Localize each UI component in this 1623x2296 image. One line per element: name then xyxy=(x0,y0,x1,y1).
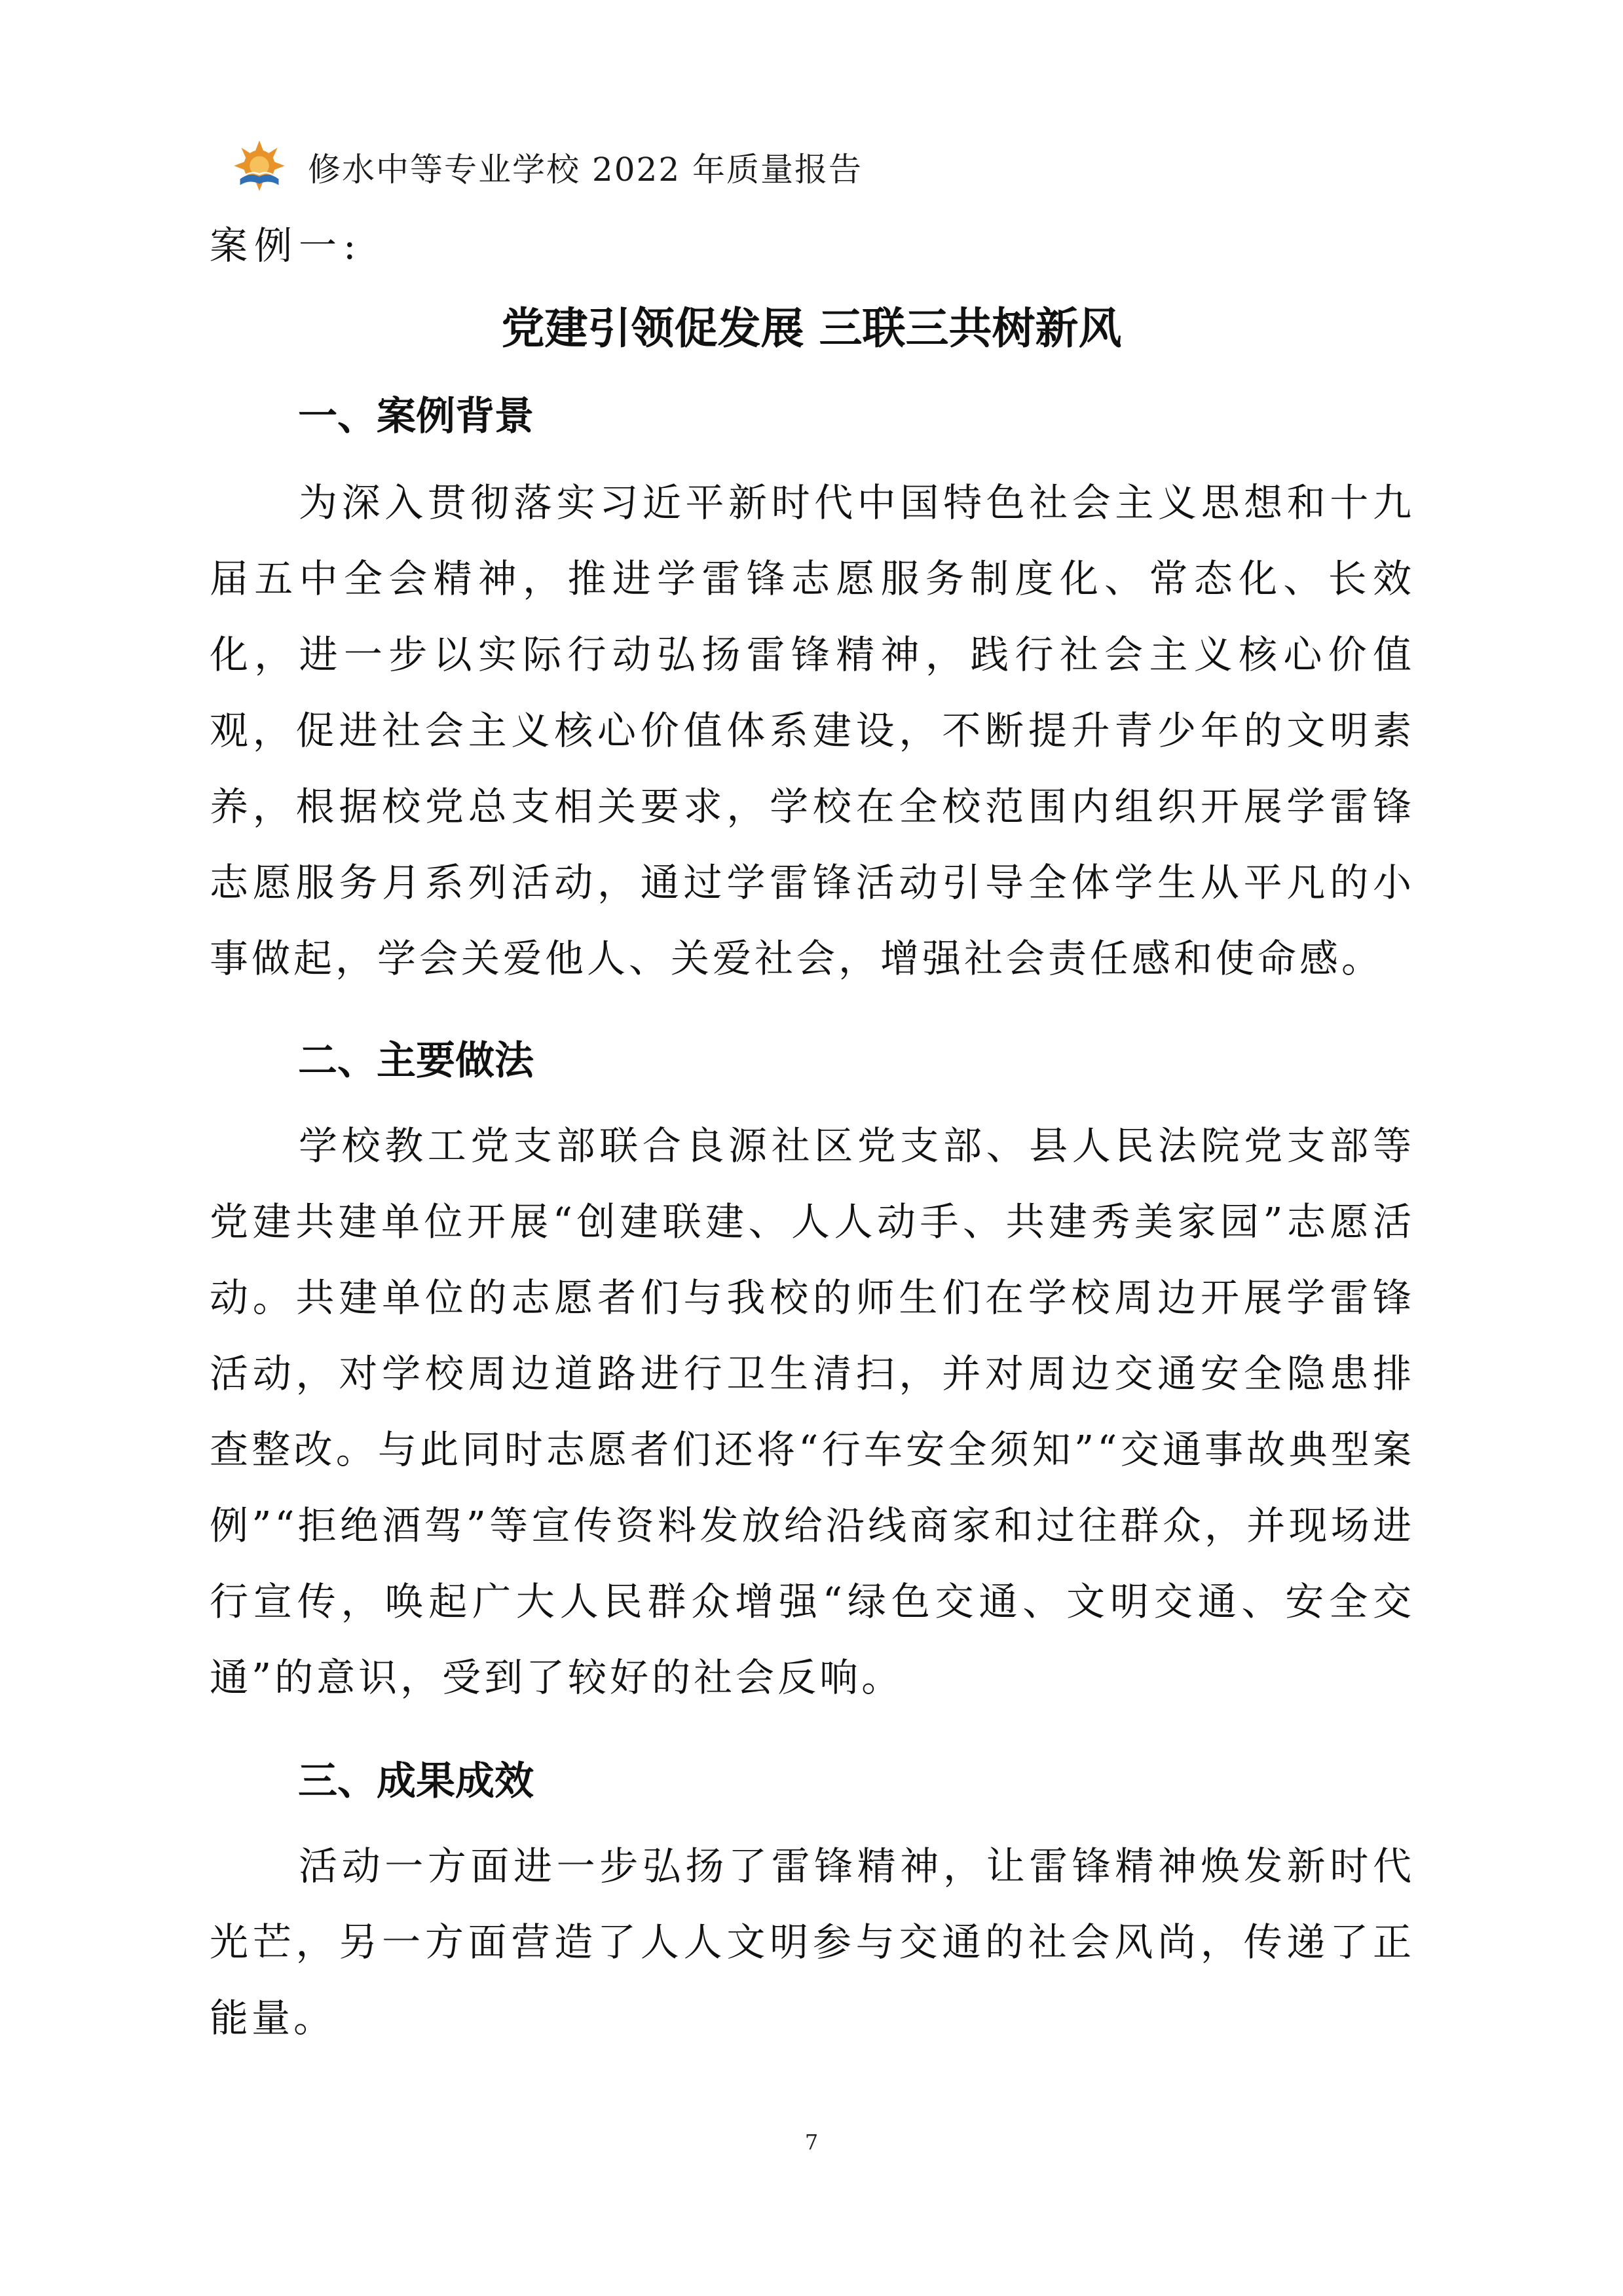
school-logo-icon xyxy=(229,137,289,197)
paragraph-approach: 学校教工党支部联合良源社区党支部、县人民法院党支部等党建共建单位开展“创建联建、人人动手、共建秀美家园”志愿活动。共建单位的志愿者们与我校的师生们在学校周边开展学雷锋活动，对学校周边道路进行卫生清扫，并对周边交通安全隐患排查整改。与此同时志愿者们还将“行车安全须知”“交通事故典型案例”“拒绝酒驾”等宣传资料发放给沿线商家和过往群众，并现场进行宣传，唤起广大人民群众增强“绿色交通、文明交通、安全交通”的意识，受到了较好的社会反响。 xyxy=(210,1123,1415,1700)
page-header xyxy=(229,134,863,200)
case-label: 案例一: xyxy=(210,223,363,268)
section-heading-background: 一、案例背景 xyxy=(298,394,534,439)
document-title: 党建引领促发展 三联三共树新风 xyxy=(501,303,1122,354)
paragraph-results: 活动一方面进一步弘扬了雷锋精神，让雷锋精神焕发新时代光芒，另一方面营造了人人文明参与交通的社会风尚，传递了正能量。 xyxy=(210,1843,1415,2041)
page-number: 7 xyxy=(804,2130,819,2155)
section-heading-approach: 二、主要做法 xyxy=(298,1038,534,1084)
section-heading-results: 三、成果成效 xyxy=(298,1758,534,1804)
paragraph-background: 为深入贯彻落实习近平新时代中国特色社会主义思想和十九届五中全会精神，推进学雷锋志愿服务制度化、常态化、长效化，进一步以实际行动弘扬雷锋精神，践行社会主义核心价值观，促进社会主义核心价值体系建设，不断提升青少年的文明素养，根据校党总支相关要求，学校在全校范围内组织开展学雷锋志愿服务月系列活动，通过学雷锋活动引导全体学生从平凡的小事做起，学会关爱他人、关爱社会，增强社会责任感和使命感。 xyxy=(210,480,1415,981)
header-title: 修水中等专业学校 2022 年质量报告 xyxy=(308,151,863,189)
